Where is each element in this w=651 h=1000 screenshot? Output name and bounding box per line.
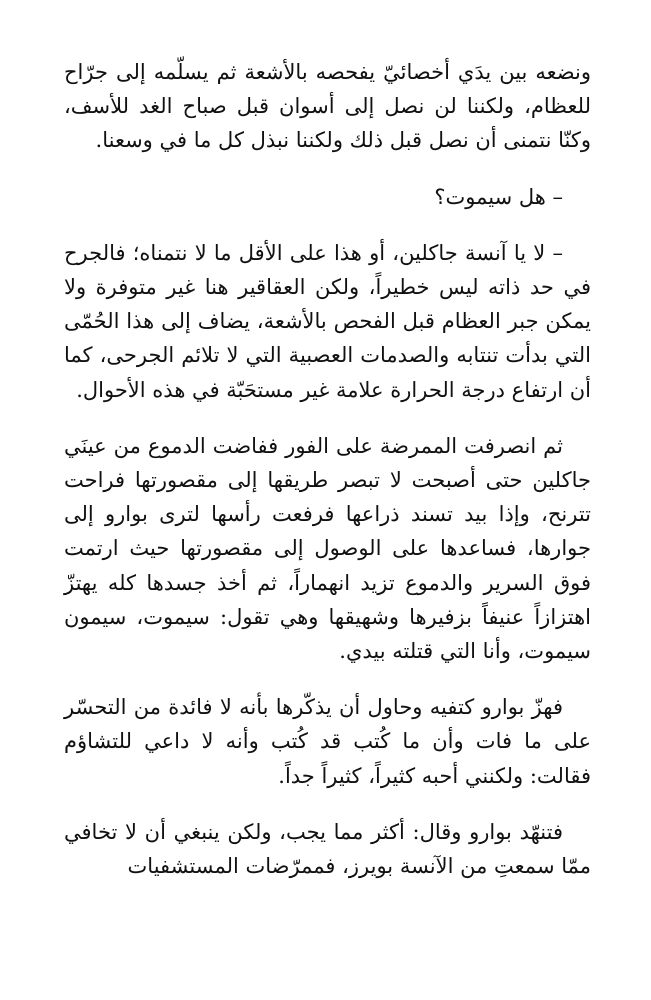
paragraph-5: فهزّ بوارو كتفيه وحاول أن يذكّرها بأنه لا فائدة من التحسّر على ما فات وأن ما كُتب قد كُتب وأنه لا داعي للتشاؤم فقالت: ولكنني أحبه كثيراً، كثيراً جداً. xyxy=(64,695,591,788)
book-page xyxy=(64,55,591,883)
paragraph-1: ونضعه بين يدَي أخصائيّ يفحصه بالأشعة ثم يسلّمه إلى جرّاح للعظام، ولكننا لن نصل إلى أسوان قبل صباح الغد للأسف، وكنّا نتمنى أن نصل قبل ذلك ولكننا نبذل كل ما في وسعنا. xyxy=(64,60,591,153)
paragraph-4: ثم انصرفت الممرضة على الفور ففاضت الدموع من عينَي جاكلين حتى أصبحت لا تبصر طريقها إلى مقصورتها فراحت تترنح، وإذا بيد تسند ذراعها فرفعت رأسها لترى بوارو إلى جوارها، فساعدها على الوصول إلى مقصورتها حيث ارتمت فوق السرير والدموع تزيد انهماراً، ثم أخذ جسدها كله يهتزّ اهتزازاً عنيفاً بزفيرها وشهيقها وهي تقول: سيموت، سيمون سيموت، وأنا التي قتلته بيدي. xyxy=(64,433,591,664)
paragraph-2-question: – هل سيموت؟ xyxy=(434,184,563,209)
paragraph-3-reply: – لا يا آنسة جاكلين، أو هذا على الأقل ما لا نتمناه؛ فالجرح في حد ذاته ليس خطيراً، ولكن العقاقير هنا غير متوفرة ولا يمكن جبر العظام قبل الفحص بالأشعة، يضاف إلى هذا الحُمّى التي بدأت تنتابه والصدمات العصبية التي لا تلائم الجرحى، كما أن ارتفاع درجة الحرارة علامة غير مستحَبّة في هذه الأحوال. xyxy=(64,240,591,402)
paragraph-6: فتنهّد بوارو وقال: أكثر مما يجب، ولكن ينبغي أن لا تخافي ممّا سمعتِ من الآنسة بويرز، فممرّضات المستشفيات xyxy=(64,819,591,879)
